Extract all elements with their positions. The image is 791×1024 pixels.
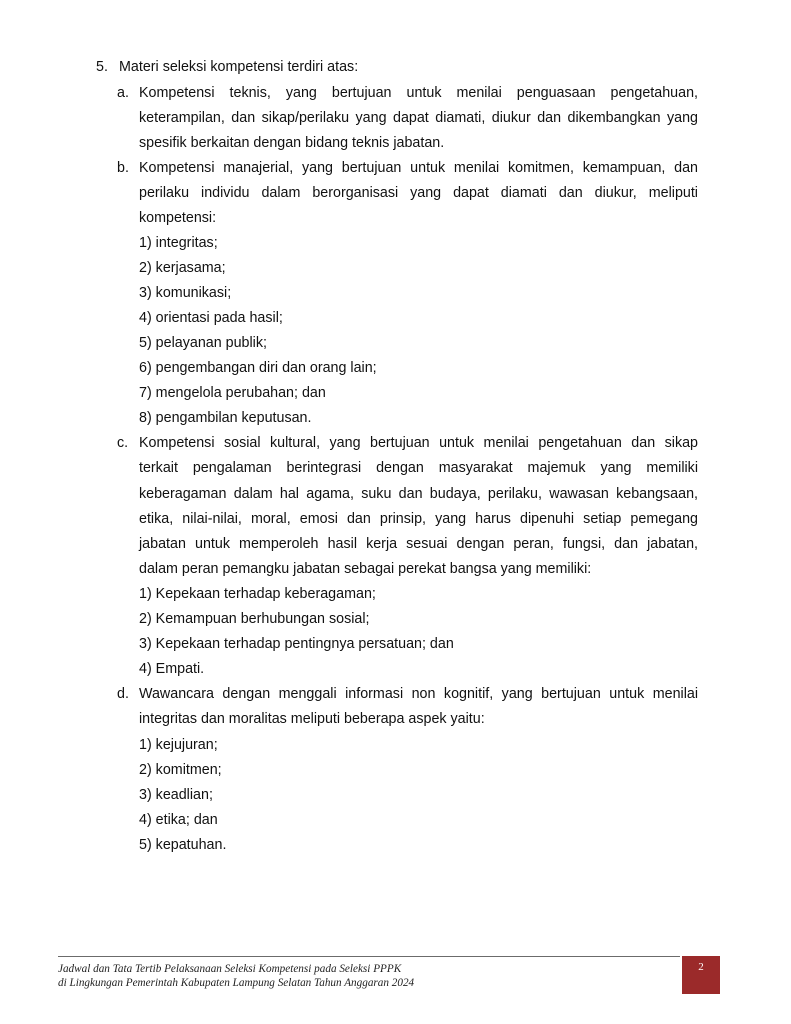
list-item: 4) Empati. xyxy=(139,661,205,677)
item-c-line: Kompetensi sosial kultural, yang bertujuan untuk menilai pengetahuan dan sikap xyxy=(139,435,698,451)
list-item: 1) Kepekaan terhadap keberagaman; xyxy=(139,586,376,602)
list-item: 2) kerjasama; xyxy=(139,260,226,276)
item-a-line: spesifik berkaitan dengan bidang teknis jabatan. xyxy=(139,135,445,151)
list-item: 2) komitmen; xyxy=(139,762,222,778)
list-item: 7) mengelola perubahan; dan xyxy=(139,385,326,401)
item-d-line: Wawancara dengan menggali informasi non kognitif, yang bertujuan untuk menilai xyxy=(139,686,698,702)
list-item: 1) integritas; xyxy=(139,235,218,251)
item-b-marker: b. xyxy=(117,160,129,176)
item-c-line: terkait pengalaman berintegrasi dengan masyarakat majemuk yang memiliki xyxy=(139,460,698,476)
footer-line-1: Jadwal dan Tata Tertib Pelaksanaan Seleksi Kompetensi pada Seleksi PPPK xyxy=(58,963,402,975)
list-item: 2) Kemampuan berhubungan sosial; xyxy=(139,611,370,627)
item-c-line: dalam peran pemangku jabatan sebagai perekat bangsa yang memiliki: xyxy=(139,561,592,577)
item-a-marker: a. xyxy=(117,85,129,101)
item-b-line: kompetensi: xyxy=(139,210,217,226)
list-item: 4) orientasi pada hasil; xyxy=(139,310,283,326)
item-c-line: etika, nilai-nilai, moral, emosi dan prinsip, yang harus dipenuhi setiap pemegang xyxy=(139,511,698,527)
item-c-line: jabatan untuk memperoleh hasil kerja sesuai dengan peran, fungsi, dan jabatan, xyxy=(139,536,698,552)
list-item: 8) pengambilan keputusan. xyxy=(139,410,312,426)
list-item: 6) pengembangan diri dan orang lain; xyxy=(139,360,377,376)
item-d-line: integritas dan moralitas meliputi beberapa aspek yaitu: xyxy=(139,711,485,727)
list-item: 3) komunikasi; xyxy=(139,285,232,301)
item-b-line: Kompetensi manajerial, yang bertujuan untuk menilai komitmen, kemampuan, dan xyxy=(139,160,698,176)
item-b-line: perilaku individu dalam berorganisasi yang dapat diamati dan diukur, meliputi xyxy=(139,185,698,201)
item-d-marker: d. xyxy=(117,686,129,702)
list-item: 4) etika; dan xyxy=(139,812,218,828)
list-item: 3) keadlian; xyxy=(139,787,213,803)
page-number-box xyxy=(682,956,720,994)
item-a-line: keterampilan, dan sikap/perilaku yang dapat diamati, diukur dan dikembangkan yang xyxy=(139,110,698,126)
item-c-marker: c. xyxy=(117,435,129,451)
list-item: 5) kepatuhan. xyxy=(139,837,227,853)
item-a-line: Kompetensi teknis, yang bertujuan untuk menilai penguasaan pengetahuan, xyxy=(139,85,698,101)
list-item: 1) kejujuran; xyxy=(139,737,218,753)
footer-divider xyxy=(58,956,680,957)
section-number: 5. xyxy=(96,59,108,75)
page-number: 2 xyxy=(698,961,704,973)
item-c-line: keberagaman dalam hal agama, suku dan budaya, perilaku, wawasan kebangsaan, xyxy=(139,486,698,502)
section-heading: Materi seleksi kompetensi terdiri atas: xyxy=(119,59,359,75)
list-item: 3) Kepekaan terhadap pentingnya persatuan; dan xyxy=(139,636,454,652)
list-item: 5) pelayanan publik; xyxy=(139,335,267,351)
footer-line-2: di Lingkungan Pemerintah Kabupaten Lampung Selatan Tahun Anggaran 2024 xyxy=(58,977,415,989)
